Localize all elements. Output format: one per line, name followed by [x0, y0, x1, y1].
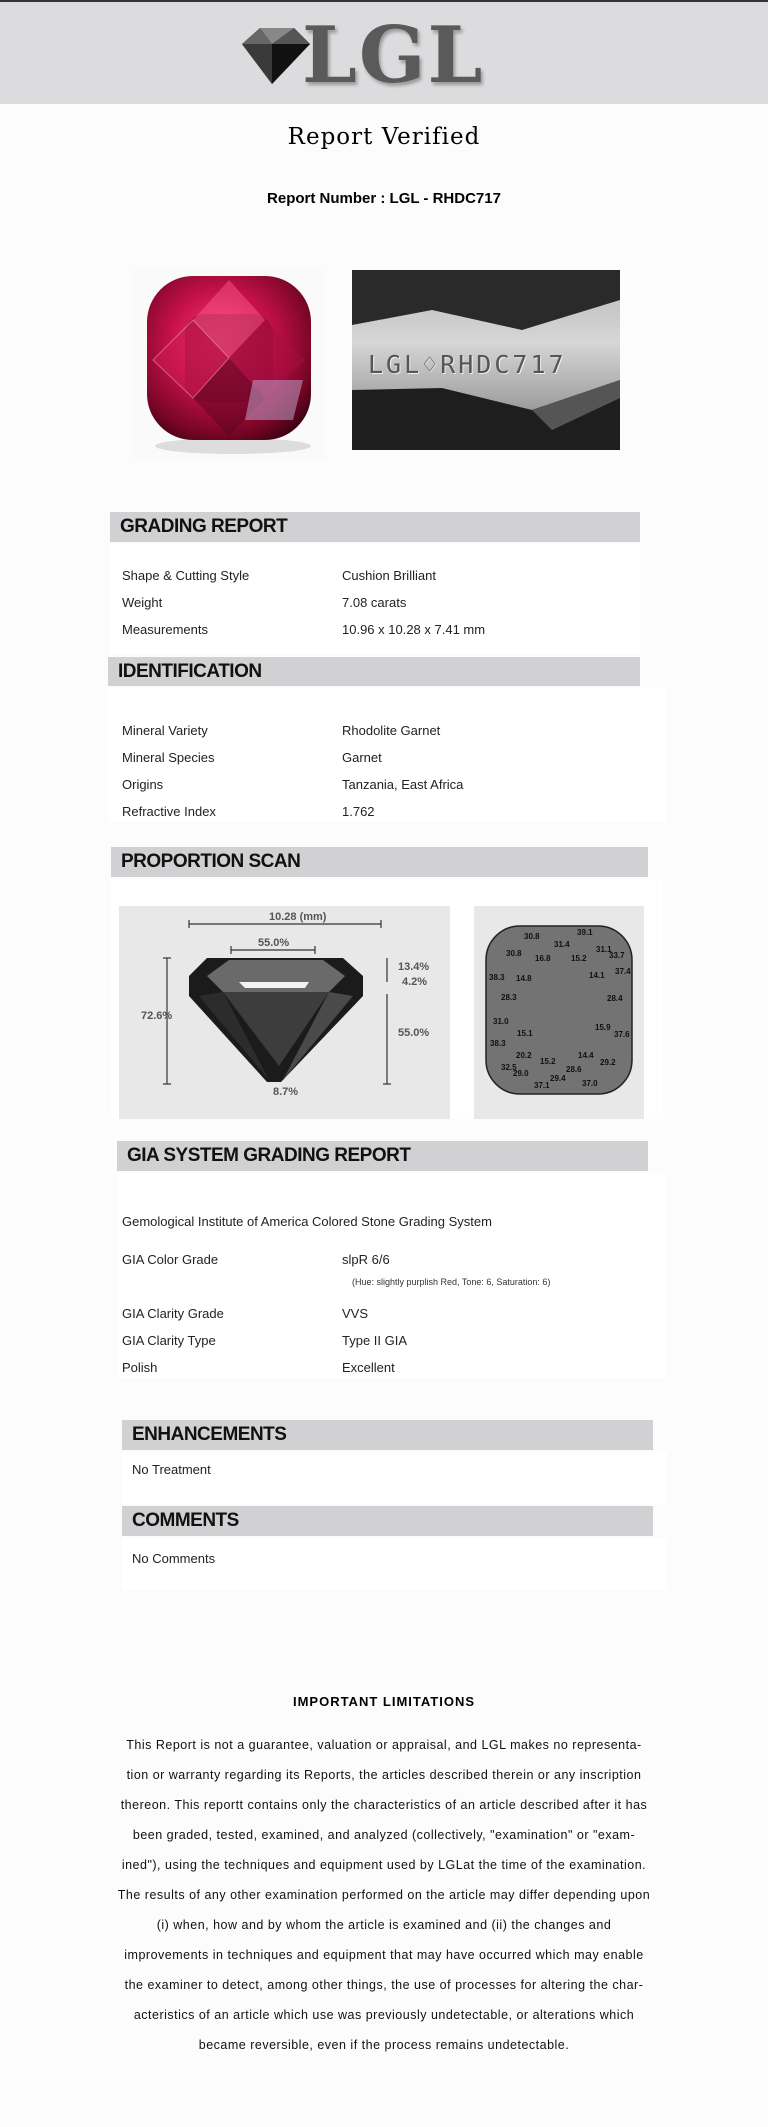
face-value: 16.8	[535, 954, 551, 963]
refractive-index-value: 1.762	[342, 804, 375, 819]
face-value: 37.0	[582, 1079, 598, 1088]
face-value: 28.6	[566, 1065, 582, 1074]
face-value: 29.0	[513, 1069, 529, 1078]
girdle-percent: 4.2%	[402, 976, 428, 988]
laser-inscription: LGL♢RHDC717	[368, 350, 567, 379]
mineral-species-label: Mineral Species	[122, 750, 215, 765]
origins-label: Origins	[122, 777, 164, 792]
comments-text: No Comments	[132, 1551, 216, 1566]
face-value: 30.8	[506, 949, 522, 958]
measurements-value: 10.96 x 10.28 x 7.41 mm	[342, 622, 486, 637]
face-value: 31.4	[554, 940, 570, 949]
shape-label: Shape & Cutting Style	[122, 568, 250, 583]
face-value: 14.4	[578, 1051, 594, 1060]
width-measurement: 10.28 (mm)	[269, 911, 327, 923]
table-percent: 55.0%	[258, 937, 290, 949]
identification-heading: IDENTIFICATION	[108, 657, 640, 686]
shape-value: Cushion Brilliant	[342, 568, 436, 583]
gia-clarity-type-value: Type II GIA	[342, 1333, 408, 1348]
pavilion-percent: 55.0%	[398, 1027, 430, 1039]
gemstone-photo	[133, 270, 325, 460]
mineral-variety-label: Mineral Variety	[122, 723, 208, 738]
weight-value: 7.08 carats	[342, 595, 407, 610]
face-value: 38.3	[490, 1039, 506, 1048]
gia-clarity-grade-label: GIA Clarity Grade	[122, 1306, 224, 1321]
face-up-diagram	[474, 906, 644, 1119]
origins-value: Tanzania, East Africa	[342, 777, 464, 792]
face-value: 20.2	[516, 1051, 532, 1060]
face-value: 39.1	[577, 928, 593, 937]
logo-text: LGL	[302, 10, 485, 101]
gia-clarity-type-label: GIA Clarity Type	[122, 1333, 216, 1348]
inscription-photo	[352, 270, 620, 450]
measurements-label: Measurements	[122, 622, 208, 637]
face-value: 29.4	[550, 1074, 566, 1083]
gia-color-value: slpR 6/6	[342, 1252, 390, 1267]
gia-color-label: GIA Color Grade	[122, 1252, 219, 1267]
face-value: 15.2	[540, 1057, 556, 1066]
enhancements-panel	[122, 1452, 667, 1504]
face-value: 33.7	[609, 951, 625, 960]
face-value: 15.1	[517, 1029, 533, 1038]
face-value: 15.2	[571, 954, 587, 963]
header-banner	[0, 2, 768, 104]
enhancements-heading: ENHANCEMENTS	[122, 1420, 653, 1450]
grading-report-heading: GRADING REPORT	[110, 512, 640, 542]
face-value: 14.1	[589, 971, 605, 980]
culet-percent: 8.7%	[273, 1086, 299, 1098]
face-value: 37.6	[614, 1030, 630, 1039]
limitations-heading: IMPORTANT LIMITATIONS	[292, 1694, 476, 1709]
side-profile-diagram	[119, 906, 450, 1119]
face-value: 32.5	[501, 1063, 517, 1072]
mineral-species-value: Garnet	[342, 750, 382, 765]
page-title: Report Verified	[287, 124, 481, 150]
refractive-index-label: Refractive Index	[122, 804, 216, 819]
gia-heading: GIA SYSTEM GRADING REPORT	[117, 1141, 648, 1171]
face-value: 31.1	[596, 945, 612, 954]
mineral-variety-value: Rhodolite Garnet	[342, 723, 441, 738]
crown-percent: 13.4%	[398, 961, 430, 973]
face-value: 31.0	[493, 1017, 509, 1026]
face-value: 15.9	[595, 1023, 611, 1032]
polish-label: Polish	[122, 1360, 158, 1375]
enhancements-text: No Treatment	[132, 1462, 211, 1477]
face-value: 28.3	[501, 993, 517, 1002]
weight-label: Weight	[122, 595, 163, 610]
gia-color-note: (Hue: slightly purplish Red, Tone: 6, Saturation: 6)	[352, 1277, 551, 1287]
lgl-logo[interactable]	[232, 10, 492, 101]
comments-heading: COMMENTS	[122, 1506, 653, 1536]
face-value: 29.2	[600, 1058, 616, 1067]
proportion-scan-heading: PROPORTION SCAN	[111, 847, 648, 877]
gia-clarity-grade-value: VVS	[342, 1306, 369, 1321]
face-value: 14.8	[516, 974, 532, 983]
face-value: 28.4	[607, 994, 623, 1003]
report-number: Report Number : LGL - RHDC717	[267, 190, 501, 207]
gia-intro: Gemological Institute of America Colored Stone Grading System	[122, 1214, 492, 1229]
polish-value: Excellent	[342, 1360, 395, 1375]
face-value: 37.1	[534, 1081, 550, 1090]
face-value: 30.8	[524, 932, 540, 941]
limitations-body: This Report is not a guarantee, valuation or appraisal, and LGL makes no representa-tion or warranty regarding its Reports, the articles described therein or any inscription thereon. This reportt contains only the characteristics of an article described after it has been graded, tested, examined, and analyzed (collectively, "examination" or "exam-ined"), using the techniques and equipment used by LGLat the time of the examination. The results of any other examination performed on the article may differ depending upon (i) when, how and by whom the article is examined and (ii) the changes and improvements in techniques and equipment that may have occurred which may enable the examiner to detect, among other things, the use of processes for altering the char-acteristics of an article which use was previously undetectable, or alterations which became reversible, even if the process remains undetectable.	[117, 1738, 651, 2052]
depth-percent: 72.6%	[141, 1010, 173, 1022]
diamond-logo-icon	[232, 22, 312, 88]
face-value: 37.4	[615, 967, 631, 976]
face-value: 38.3	[489, 973, 505, 982]
